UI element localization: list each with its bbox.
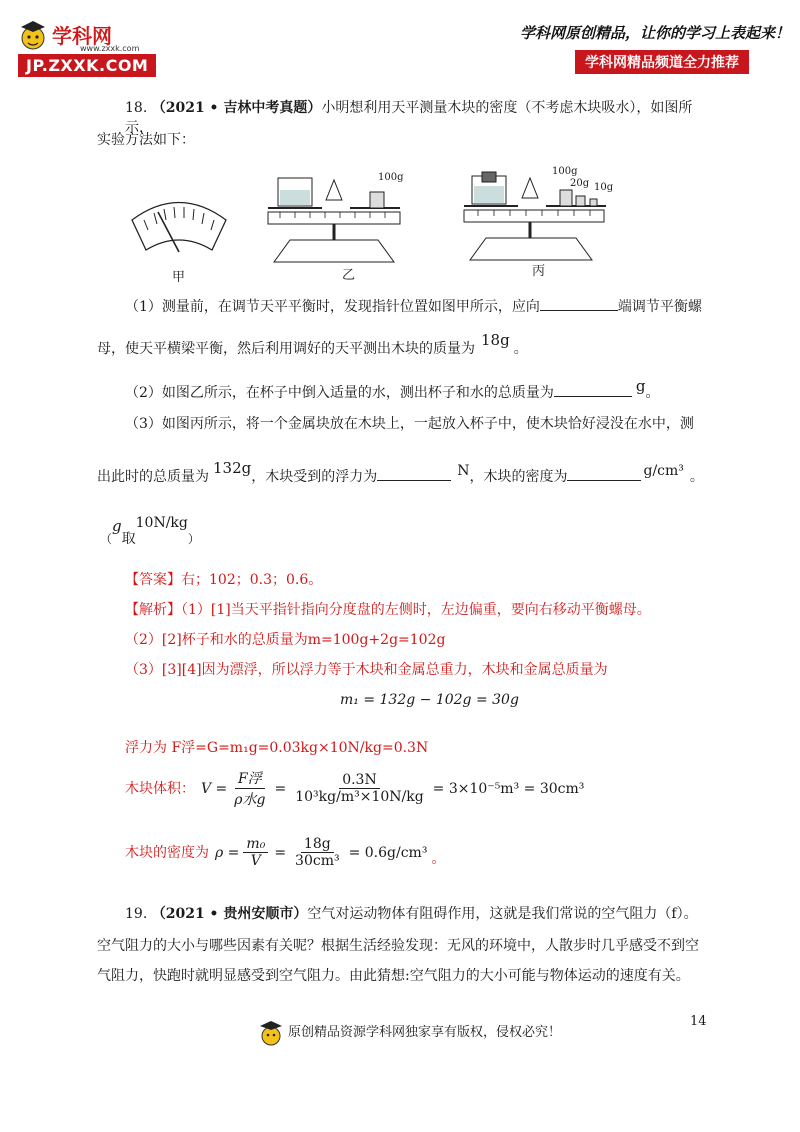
- volume-den-2: 10³kg/m³×10N/kg: [295, 789, 424, 805]
- volume-den-1: ρ水g: [234, 792, 266, 808]
- q18-unit-rho: g/cm³: [643, 463, 684, 479]
- answer-blank-1[interactable]: [540, 296, 618, 311]
- weight-20: 20g: [570, 178, 590, 189]
- header-logo: [18, 14, 168, 76]
- q18-unit-n: N: [457, 463, 470, 479]
- g-note-take: 取: [121, 531, 136, 547]
- q18-part1-text-b: 端调节平衡螺: [617, 299, 702, 315]
- g-note-symbol: g: [112, 517, 122, 535]
- eq-m1: m₁ = 132g − 102g = 30g: [340, 692, 519, 708]
- density-num-1: m₀: [243, 836, 268, 853]
- q18-part1-end: 。: [513, 341, 528, 357]
- density-lhs: ρ =: [215, 844, 240, 861]
- volume-eq-sign: =: [274, 780, 287, 797]
- q18-stem-line1: 小明想利用天平测量木块的密度（不考虑木块吸水），如图所示，: [125, 100, 693, 136]
- answer-line: [125, 570, 322, 590]
- density-frac-1: [243, 836, 268, 869]
- density-label: 木块的密度为: [125, 844, 209, 861]
- logo-title: 学科网: [52, 24, 112, 48]
- footer-copyright: 原创精品资源学科网独家享有版权，侵权必究！: [288, 1025, 562, 1040]
- q18-part1-text-c: 母，使天平横梁平衡，然后利用调好的天平测出木块的质量为: [97, 341, 475, 357]
- density-eq-sign: =: [274, 844, 287, 861]
- density-num-2: 18g: [301, 836, 334, 853]
- header-banner: 学科网精品频道全力推荐: [575, 50, 749, 74]
- answer-label: 【答案】: [125, 572, 181, 588]
- density-frac-2: [292, 836, 343, 869]
- caption-jia: 甲: [172, 270, 186, 285]
- q18-stem-line2: 实验方法如下：: [97, 132, 195, 148]
- q18-part3-text-c: ，木块受到的浮力为: [251, 469, 378, 485]
- q18-part2-text: （2）如图乙所示，在杯子中倒入适量的水，测出杯子和水的总质量为: [125, 385, 554, 401]
- q18-g-note: [100, 515, 200, 547]
- q18-part3-line2: [97, 459, 704, 487]
- density-rhs: = 0.6g/cm³: [348, 844, 428, 861]
- page-number: 14: [690, 1014, 707, 1029]
- q18-part2-end: 。: [645, 385, 660, 401]
- volume-rhs: = 3×10⁻⁵m³ = 30cm³: [432, 780, 585, 797]
- volume-eq: [125, 768, 584, 809]
- dial-jia: [124, 190, 234, 260]
- answer-blank-2[interactable]: [554, 382, 632, 397]
- q19-number: 19.: [125, 906, 148, 922]
- analysis-label: 【解析】: [125, 602, 181, 618]
- g-note-open: （: [100, 532, 113, 546]
- g-note-value: 10N/kg: [135, 515, 188, 531]
- weight-100-yi: 100g: [378, 172, 404, 183]
- q18-part3-end: 。: [689, 469, 704, 485]
- q19-line1: [125, 904, 698, 924]
- volume-frac-2: [292, 772, 426, 805]
- q18-part1-text: （1）测量前，在调节天平平衡时，发现指针位置如图甲所示，应向: [125, 299, 540, 315]
- q18-total-mass: 132g: [213, 459, 252, 477]
- answer-blank-3[interactable]: [377, 466, 451, 481]
- weight-10: 10g: [594, 182, 614, 193]
- density-den-1: V: [250, 853, 261, 869]
- q18-part2: [125, 377, 660, 403]
- volume-label: 木块体积：: [125, 780, 195, 797]
- analysis-line2: （2）[2]杯子和水的总质量为m=100g+2g=102g: [125, 632, 446, 648]
- balance-yi: [260, 170, 410, 270]
- volume-num-1: F浮: [235, 768, 265, 789]
- analysis-line3: （3）[3][4]因为漂浮，所以浮力等于木块和金属总重力，木块和金属总质量为: [125, 662, 608, 678]
- q18-stem: [125, 98, 705, 138]
- q18-part2-unit: g: [635, 377, 646, 395]
- q18-number: 18.: [125, 100, 148, 116]
- g-note-close: ）: [187, 532, 200, 546]
- density-eq: [125, 836, 445, 869]
- q18-part1-line2: [97, 331, 528, 359]
- footer: [258, 1018, 561, 1048]
- q18-part3-line1: （3）如图丙所示，将一个金属块放在木块上，一起放入杯子中，使木块恰好浸没在水中，测: [125, 416, 694, 432]
- q18-part3-text-b: 出此时的总质量为: [97, 469, 209, 485]
- q18-wood-mass: 18g: [481, 331, 510, 349]
- answer-text: 右；102；0.3；0.6。: [181, 572, 323, 588]
- answer-blank-4[interactable]: [567, 466, 641, 481]
- density-den-2: 30cm³: [295, 853, 340, 869]
- logo-banner: JP.ZXXK.COM: [18, 54, 156, 77]
- q18-part1-line1: [125, 296, 702, 317]
- q19-line2: 空气阻力的大小与哪些因素有关呢？根据生活经验发现：无风的环境中，人散步时几乎感受不到空: [97, 938, 699, 954]
- caption-bing: 丙: [532, 264, 546, 279]
- q18-figure: [120, 160, 640, 285]
- logo-url: www.zxxk.com: [80, 44, 140, 53]
- q18-part3-text-d: ，木块的密度为: [469, 469, 568, 485]
- q19-text-1: 空气对运动物体有阻碍作用，这就是我们常说的空气阻力（f）。: [307, 906, 698, 922]
- buoyancy-line: 浮力为 F浮=G=m₁g=0.03kg×10N/kg=0.3N: [125, 740, 429, 756]
- analysis-line1: [125, 600, 651, 620]
- caption-yi: 乙: [342, 268, 356, 283]
- analysis-text-1: （1）[1]当天平指针指向分度盘的左侧时，左边偏重，要向右移动平衡螺母。: [181, 602, 651, 618]
- volume-num-2: 0.3N: [339, 772, 380, 789]
- mascot-icon: [18, 18, 48, 52]
- density-end: 。: [431, 850, 446, 867]
- header-slogan: 学科网原创精品，让你的学习上表起来！: [520, 24, 791, 42]
- weight-100-bing: 100g: [552, 166, 578, 177]
- mascot-icon: [258, 1018, 284, 1048]
- q19-source: （2021 • 贵州安顺市）: [151, 906, 308, 922]
- q18-source: （2021 • 吉林中考真题）: [151, 100, 322, 116]
- volume-frac-1: [231, 768, 268, 809]
- q19-line3: 气阻力，快跑时就明显感受到空气阻力。由此猜想:空气阻力的大小可能与物体运动的速度有关。: [97, 968, 690, 984]
- volume-lhs: V =: [201, 780, 228, 797]
